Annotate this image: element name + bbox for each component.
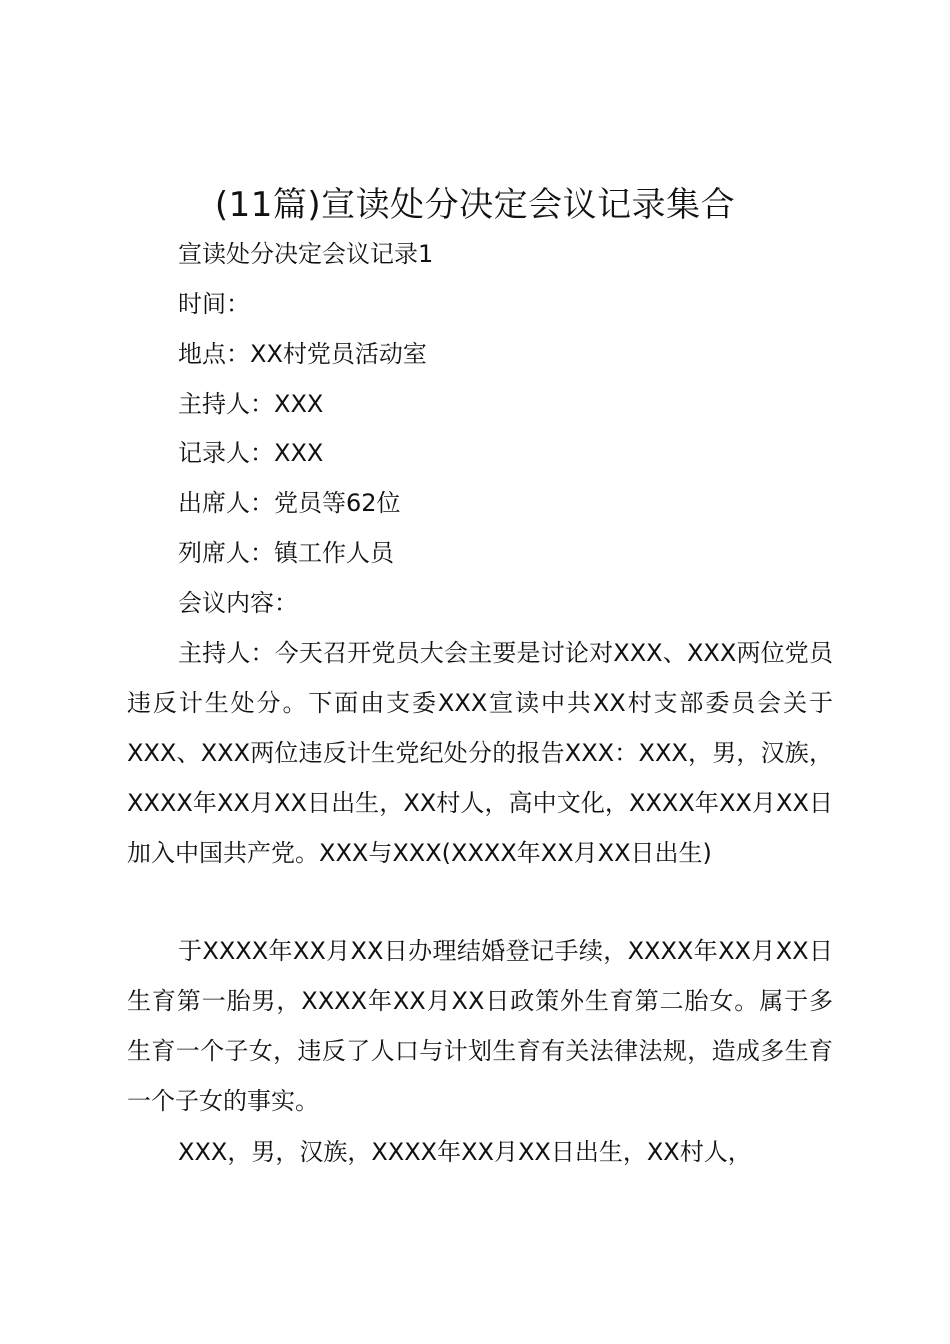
observers-field: 列席人：镇工作人员: [178, 539, 394, 567]
recorder-field: 记录人：XXX: [178, 439, 324, 467]
document-title: (11篇)宣读处分决定会议记录集合: [214, 185, 736, 225]
paragraph-host-statement: 主持人：今天召开党员大会主要是讨论对XXX、XXX两位党员违反计生处分。下面由支委XXX宣读中共XX村支部委员会关于XXX、XXX两位违反计生党纪处分的报告XXX：XXX，男，汉族，XXXX年XX月XX日出生，XX村人，高中文化，XXXX年XX月XX日加入中国共产党。XXX与XXX(XXXX年XX月XX日出生): [127, 639, 833, 867]
time-field: 时间：: [178, 290, 250, 318]
place-field: 地点：XX村党员活动室: [178, 340, 427, 368]
meeting-record-heading: 宣读处分决定会议记录1: [178, 240, 434, 268]
host-field: 主持人：XXX: [178, 390, 324, 418]
attendees-field: 出席人：党员等62位: [178, 489, 401, 517]
paragraph-second-member: XXX，男，汉族，XXXX年XX月XX日出生，XX村人，: [178, 1138, 752, 1166]
content-label: 会议内容：: [178, 589, 298, 617]
paragraph-violation-details: 于XXXX年XX月XX日办理结婚登记手续，XXXX年XX月XX日生育第一胎男，XXXX年XX月XX日政策外生育第二胎女。属于多生育一个子女，违反了人口与计划生育有关法律法规，造成多生育一个子女的事实。: [127, 937, 833, 1115]
